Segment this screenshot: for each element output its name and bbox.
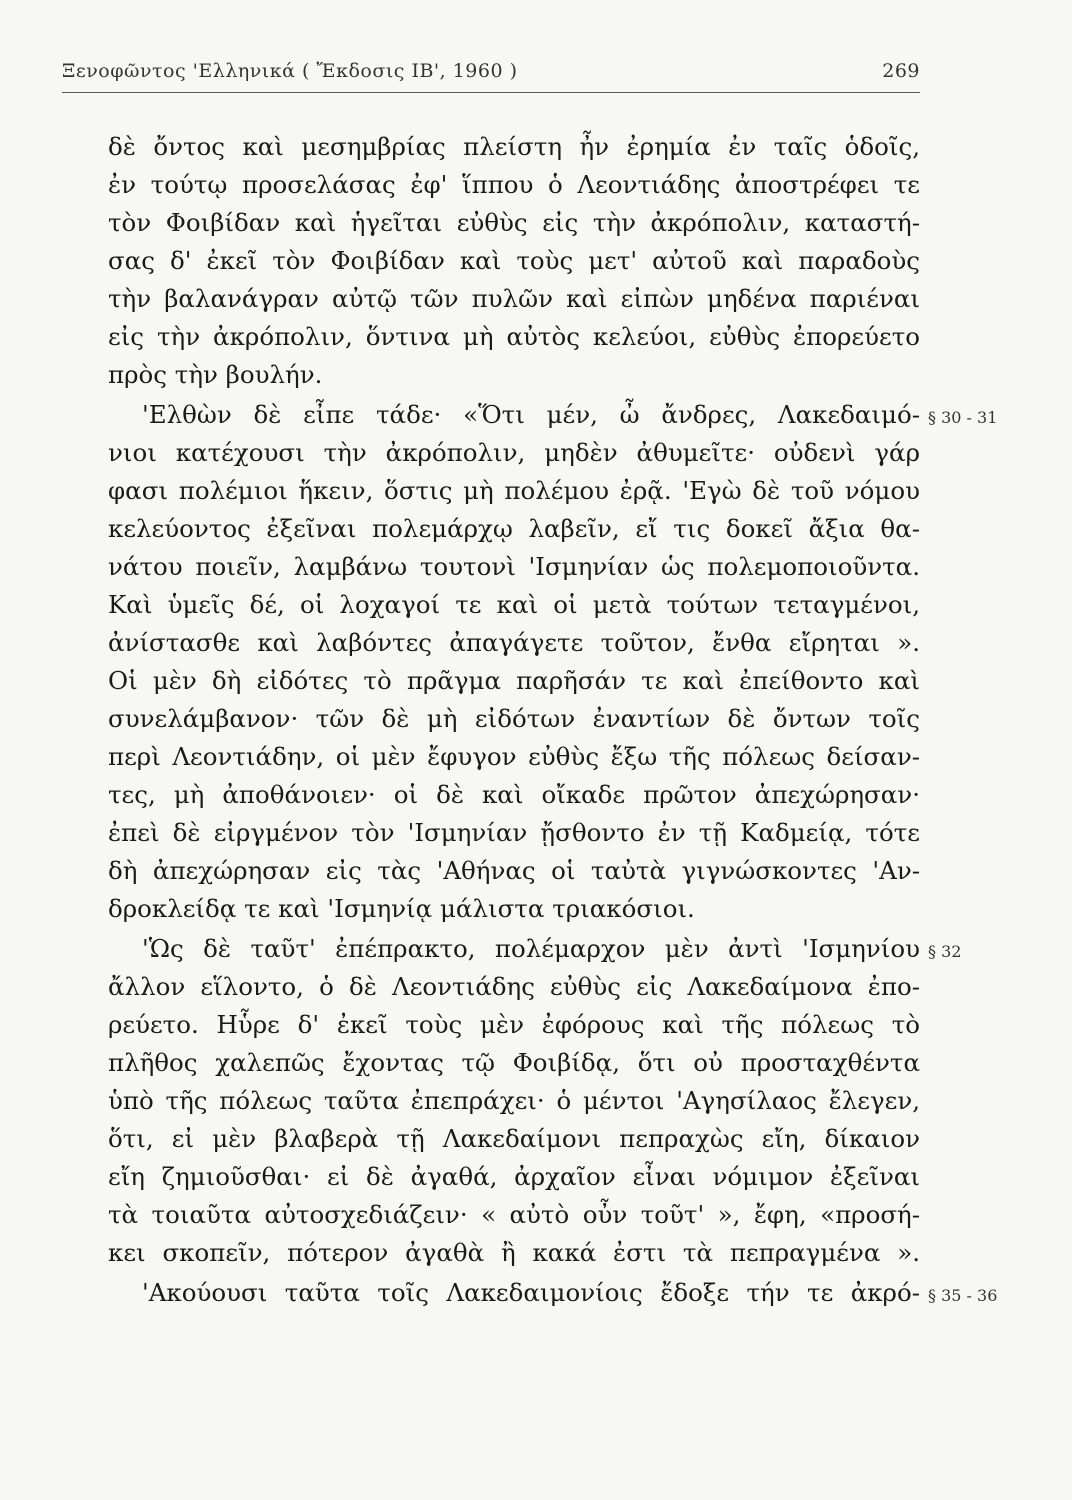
text-line: δροκλείδᾳ τε καὶ 'Ισμηνίᾳ μάλιστα τριακόσιοι. [108, 894, 695, 923]
text-line: σας δ' ἐκεῖ τὸν Φοιβίδαν καὶ τοὺς μετ' αὐτοῦ καὶ παραδοὺς [108, 246, 920, 275]
section-marker: § 30 - 31 [928, 408, 998, 427]
text-line: κει σκοπεῖν, πότερον ἀγαθὰ ἢ κακά ἐστι τὰ πεπραγμένα ». [108, 1238, 920, 1267]
text-line: φασι πολέμιοι ἥκειν, ὅστις μὴ πολέμου ἐρᾷ. 'Εγὼ δὲ τοῦ νόμου [108, 476, 920, 505]
text-line: ἀνίστασθε καὶ λαβόντες ἀπαγάγετε τοῦτον, ἔνθα εἴρηται ». [108, 628, 920, 657]
text-line: ἐν τούτῳ προσελάσας ἐφ' ἵππου ὁ Λεοντιάδης ἀποστρέφει τε [108, 170, 920, 199]
text-line: 'Ὡς δὲ ταῦτ' ἐπέπρακτο, πολέμαρχον μὲν ἀντὶ 'Ισμηνίου [142, 934, 920, 963]
text-line: 'Ελθὼν δὲ εἶπε τάδε· «Ὅτι μέν, ὦ ἄνδρες, Λακεδαιμό- [142, 400, 920, 429]
text-line: νιοι κατέχουσι τὴν ἀκρόπολιν, μηδὲν ἀθυμεῖτε· οὐδενὶ γάρ [108, 438, 920, 467]
text-line: ὑπὸ τῆς πόλεως ταῦτα ἐπεπράχει· ὁ μέντοι 'Αγησίλαος ἔλεγεν, [108, 1086, 920, 1115]
text-line: εἰς τὴν ἀκρόπολιν, ὅντινα μὴ αὐτὸς κελεύοι, εὐθὺς ἐπορεύετο [108, 322, 920, 351]
text-line: εἴη ζημιοῦσθαι· εἰ δὲ ἀγαθά, ἀρχαῖον εἶναι νόμιμον ἐξεῖναι [108, 1162, 920, 1191]
text-line: τὰ τοιαῦτα αὐτοσχεδιάζειν· « αὐτὸ οὖν τοῦτ' », ἔφη, «προσή- [108, 1200, 920, 1229]
text-line: 'Ακούουσι ταῦτα τοῖς Λακεδαιμονίοις ἔδοξε τήν τε ἀκρό- [142, 1278, 920, 1307]
text-line: πρὸς τὴν βουλήν. [108, 360, 323, 389]
text-line: τὸν Φοιβίδαν καὶ ἡγεῖται εὐθὺς εἰς τὴν ἀκρόπολιν, καταστή- [108, 208, 920, 237]
section-marker: § 32 [928, 942, 962, 961]
page-number: 269 [882, 60, 920, 82]
text-line: νάτου ποιεῖν, λαμβάνω τουτονὶ 'Ισμηνίαν ὡς πολεμοποιοῦντα. [108, 552, 920, 581]
text-line: ἄλλον εἵλοντο, ὁ δὲ Λεοντιάδης εὐθὺς εἰς Λακεδαίμονα ἐπο- [108, 972, 920, 1001]
section-marker: § 35 - 36 [928, 1286, 998, 1305]
text-line: δὲ ὄντος καὶ μεσημβρίας πλείστη ἦν ἐρημία ἐν ταῖς ὁδοῖς, [108, 132, 920, 161]
header-rule [62, 92, 920, 93]
text-line: τες, μὴ ἀποθάνοιεν· οἱ δὲ καὶ οἴκαδε πρῶτον ἀπεχώρησαν· [108, 780, 920, 809]
text-line: ἐπεὶ δὲ εἰργμένον τὸν 'Ισμηνίαν ᾔσθοντο ἐν τῇ Καδμείᾳ, τότε [108, 818, 920, 847]
text-line: συνελάμβανον· τῶν δὲ μὴ εἰδότων ἐναντίων δὲ ὄντων τοῖς [108, 704, 920, 733]
text-line: Καὶ ὑμεῖς δέ, οἱ λοχαγοί τε καὶ οἱ μετὰ τούτων τεταγμένοι, [108, 590, 920, 619]
text-line: Οἱ μὲν δὴ εἰδότες τὸ πρᾶγμα παρῆσάν τε καὶ ἐπείθοντο καὶ [108, 666, 920, 695]
running-title: Ξενοφῶντος 'Ελληνικά ( Ἔκδοσις ΙΒ', 1960 ) [62, 60, 518, 82]
text-line: πλῆθος χαλεπῶς ἔχοντας τῷ Φοιβίδᾳ, ὅτι οὐ προσταχθέντα [108, 1048, 920, 1077]
text-line: ρεύετο. Ηὗρε δ' ἐκεῖ τοὺς μὲν ἐφόρους καὶ τῆς πόλεως τὸ [108, 1010, 920, 1039]
text-line: περὶ Λεοντιάδην, οἱ μὲν ἔφυγον εὐθὺς ἔξω τῆς πόλεως δείσαν- [108, 742, 920, 771]
text-line: δὴ ἀπεχώρησαν εἰς τὰς 'Αθήνας οἱ ταὐτὰ γιγνώσκοντες 'Αν- [108, 856, 920, 885]
text-line: τὴν βαλανάγραν αὐτῷ τῶν πυλῶν καὶ εἰπὼν μηδένα παριέναι [108, 284, 920, 313]
text-line: ὅτι, εἰ μὲν βλαβερὰ τῇ Λακεδαίμονι πεπραχὼς εἴη, δίκαιον [108, 1124, 920, 1153]
text-line: κελεύοντος ἐξεῖναι πολεμάρχῳ λαβεῖν, εἴ τις δοκεῖ ἄξια θα- [108, 514, 920, 543]
